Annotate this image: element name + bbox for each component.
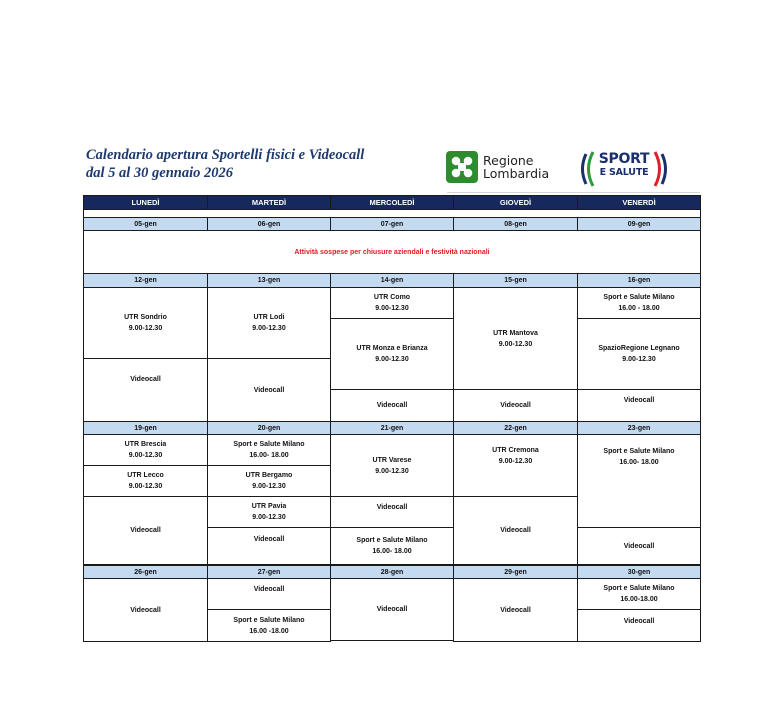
time-label: 9.00-12.30: [498, 458, 533, 465]
time-label: 9.00-12.30: [252, 325, 286, 332]
date-cell: 05-gen: [83, 217, 208, 231]
appointment-cell: [207, 465, 331, 497]
day-header-wednesday: MERCOLEDÌ: [330, 195, 454, 210]
location-label: Videocall: [253, 536, 285, 543]
date-cell: 08-gen: [453, 217, 578, 231]
time-label: 9.00-12.30: [252, 514, 286, 521]
appointment-cell: [330, 287, 454, 319]
date-cell: 23-gen: [577, 421, 701, 435]
time-label: 9.00-12.30: [128, 483, 163, 490]
time-label: 16.00- 18.00: [372, 548, 412, 555]
location-label: UTR Bergamo: [245, 472, 293, 479]
title-line-2: dal 5 al 30 gennaio 2026: [86, 165, 234, 181]
appointment-cell: [577, 287, 701, 319]
sport-e-salute-logo: [578, 150, 670, 188]
appointment-cell: [330, 318, 454, 390]
location-label: Sport e Salute Milano: [603, 448, 675, 455]
location-label: UTR Sondrio: [124, 314, 167, 321]
date-cell: 12-gen: [83, 273, 208, 288]
videocall-cell: [330, 389, 454, 422]
logo-text-lombardia: Lombardia: [483, 166, 550, 181]
videocall-cell: [207, 358, 331, 422]
location-label: Sport e Salute Milano: [603, 294, 675, 301]
location-label: Videocall: [500, 402, 531, 409]
appointment-cell: [207, 434, 331, 466]
date-cell: 28-gen: [330, 565, 454, 579]
location-label: Videocall: [130, 527, 161, 534]
logo-text-regione: Regione: [483, 153, 534, 168]
regione-lombardia-emblem-icon: [446, 151, 478, 183]
location-label: UTR Cremona: [492, 447, 539, 454]
videocall-cell: [207, 578, 331, 610]
appointment-cell: [207, 287, 331, 359]
time-label: 9.00-12.30: [375, 467, 409, 475]
logo-text-e-salute: E SALUTE: [599, 167, 649, 178]
date-cell: 07-gen: [330, 217, 454, 231]
time-label: 16.00- 18.00: [249, 452, 289, 459]
location-label: UTR Lodi: [253, 314, 285, 321]
appointment-cell: [577, 318, 701, 390]
location-label: Videocall: [376, 504, 408, 511]
date-cell: 26-gen: [83, 565, 208, 579]
location-label: Videocall: [500, 606, 531, 614]
location-label: Videocall: [253, 386, 285, 394]
appointment-cell: [453, 287, 578, 390]
time-label: 9.00-12.30: [375, 356, 409, 363]
location-label: Videocall: [253, 586, 285, 593]
day-header-friday: VENERDÌ: [577, 195, 701, 210]
date-cell: 29-gen: [453, 565, 578, 579]
closure-notice-cell: [83, 230, 701, 274]
date-cell: 06-gen: [207, 217, 331, 231]
appointment-cell: [83, 465, 208, 497]
location-label: UTR Lecco: [127, 472, 164, 479]
time-label: 9.00-12.30: [128, 325, 163, 332]
time-label: 16.00-18.00: [620, 596, 658, 603]
date-cell: 15-gen: [453, 273, 578, 288]
date-cell: 19-gen: [83, 421, 208, 435]
videocall-cell: [330, 578, 454, 641]
time-label: 9.00-12.30: [128, 452, 163, 459]
time-label: 16.00- 18.00: [619, 459, 659, 466]
location-label: Sport e Salute Milano: [603, 585, 675, 592]
location-label: UTR Monza e Brianza: [356, 345, 428, 352]
location-label: UTR Brescia: [124, 441, 167, 448]
location-label: UTR Varese: [372, 456, 412, 464]
document-title: [86, 146, 364, 182]
date-cell: 14-gen: [330, 273, 454, 288]
closure-notice: Attività sospese per chiusure aziendali e festività nazionali: [294, 248, 490, 256]
date-cell: 13-gen: [207, 273, 331, 288]
appointment-cell: [330, 527, 454, 565]
location-label: Videocall: [623, 397, 655, 404]
time-label: 9.00-12.30: [375, 305, 409, 312]
time-label: 16.00 - 18.00: [618, 305, 660, 312]
location-label: Videocall: [623, 618, 655, 625]
videocall-cell: [83, 578, 208, 642]
date-cell: 22-gen: [453, 421, 578, 435]
location-label: UTR Mantova: [493, 329, 538, 337]
videocall-cell: [577, 389, 701, 422]
date-cell: 30-gen: [577, 565, 701, 579]
date-cell: 09-gen: [577, 217, 701, 231]
location-label: SpazioRegione Legnano: [598, 345, 680, 352]
location-label: Videocall: [130, 376, 161, 383]
location-label: Sport e Salute Milano: [356, 537, 428, 544]
location-label: UTR Como: [373, 294, 411, 301]
videocall-cell: [577, 527, 701, 565]
regione-lombardia-logo: [446, 151, 549, 183]
location-label: Sport e Salute Milano: [233, 616, 305, 624]
videocall-cell: [83, 358, 208, 422]
date-cell: 27-gen: [207, 565, 331, 579]
day-header-monday: LUNEDÌ: [83, 195, 208, 210]
header-divider: [447, 192, 700, 193]
appointment-cell: [207, 609, 331, 642]
appointment-cell: [83, 434, 208, 466]
logo-text-sport: SPORT: [598, 151, 650, 167]
location-label: Sport e Salute Milano: [233, 441, 305, 448]
location-label: Videocall: [376, 402, 408, 409]
date-cell: 21-gen: [330, 421, 454, 435]
appointment-cell: [577, 434, 701, 528]
appointment-cell: [577, 578, 701, 610]
appointment-cell: [83, 287, 208, 359]
day-header-thursday: GIOVEDÌ: [453, 195, 578, 210]
date-cell: 20-gen: [207, 421, 331, 435]
date-cell: 16-gen: [577, 273, 701, 288]
location-label: Videocall: [623, 542, 655, 550]
videocall-cell: [330, 496, 454, 528]
videocall-cell: [83, 496, 208, 565]
time-label: 9.00-12.30: [252, 483, 286, 490]
appointment-cell: [207, 496, 331, 528]
videocall-cell: [453, 496, 578, 565]
location-label: Videocall: [130, 606, 161, 614]
videocall-cell: [577, 609, 701, 642]
videocall-cell: [207, 527, 331, 565]
title-line-1: Calendario apertura Sportelli fisici e Videocall: [86, 147, 365, 163]
day-header-tuesday: MARTEDÌ: [207, 195, 331, 210]
appointment-cell: [453, 434, 578, 497]
time-label: 9.00-12.30: [498, 340, 533, 348]
location-label: Videocall: [500, 527, 531, 534]
time-label: 9.00-12.30: [622, 356, 656, 363]
videocall-cell: [453, 578, 578, 642]
videocall-cell: [453, 389, 578, 422]
time-label: 16.00 -18.00: [249, 627, 289, 635]
location-label: UTR Pavia: [251, 503, 287, 510]
location-label: Videocall: [376, 606, 408, 613]
appointment-cell: [330, 434, 454, 497]
